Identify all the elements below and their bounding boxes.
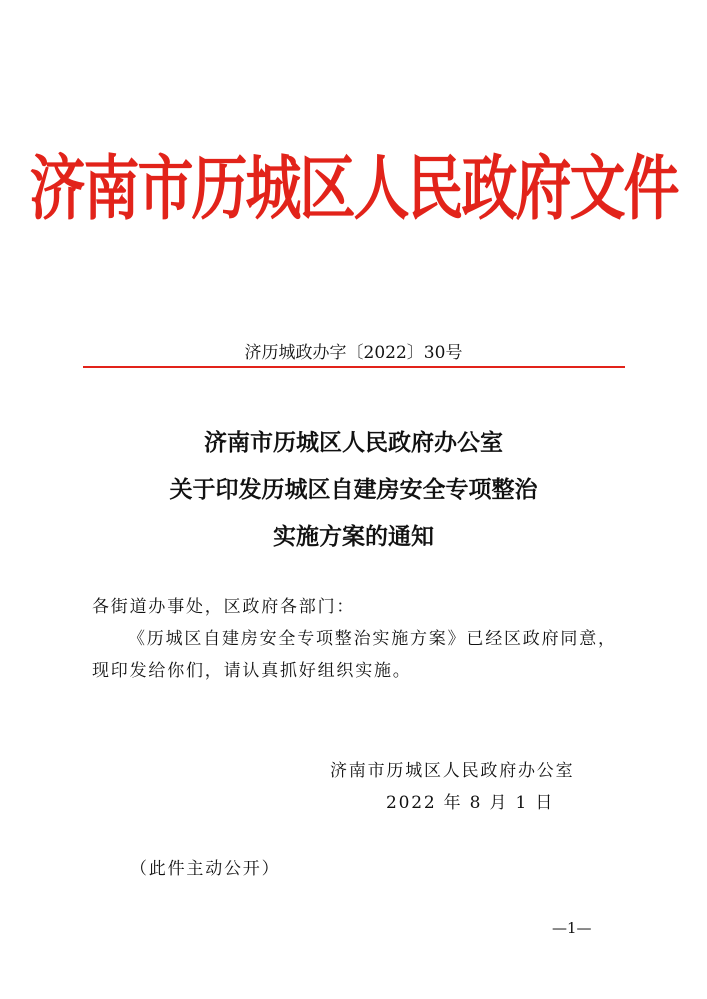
document-title-line-3: 实施方案的通知 xyxy=(273,523,434,550)
salutation: 各街道办事处，区政府各部门： xyxy=(92,597,356,617)
body-paragraph-line-1: 《历城区自建房安全专项整治实施方案》已经区政府同意， xyxy=(128,629,617,649)
issuer-signature: 济南市历城区人民政府办公室 xyxy=(330,761,575,781)
document-title-line-2: 关于印发历城区自建房安全专项整治 xyxy=(169,476,538,503)
document-number: 济历城政办字〔2022〕30号 xyxy=(244,343,463,363)
issue-date: 2022 年 8 月 1 日 xyxy=(386,793,555,813)
body-paragraph-line-2: 现印发给你们，请认真抓好组织实施。 xyxy=(92,661,412,681)
masthead-title: 济南市历城区人民政府文件 xyxy=(29,148,678,230)
page-number: —1— xyxy=(552,919,592,937)
red-separator-line xyxy=(83,366,625,368)
disclosure-note: （此件主动公开） xyxy=(130,859,281,879)
document-title-line-1: 济南市历城区人民政府办公室 xyxy=(204,429,503,456)
